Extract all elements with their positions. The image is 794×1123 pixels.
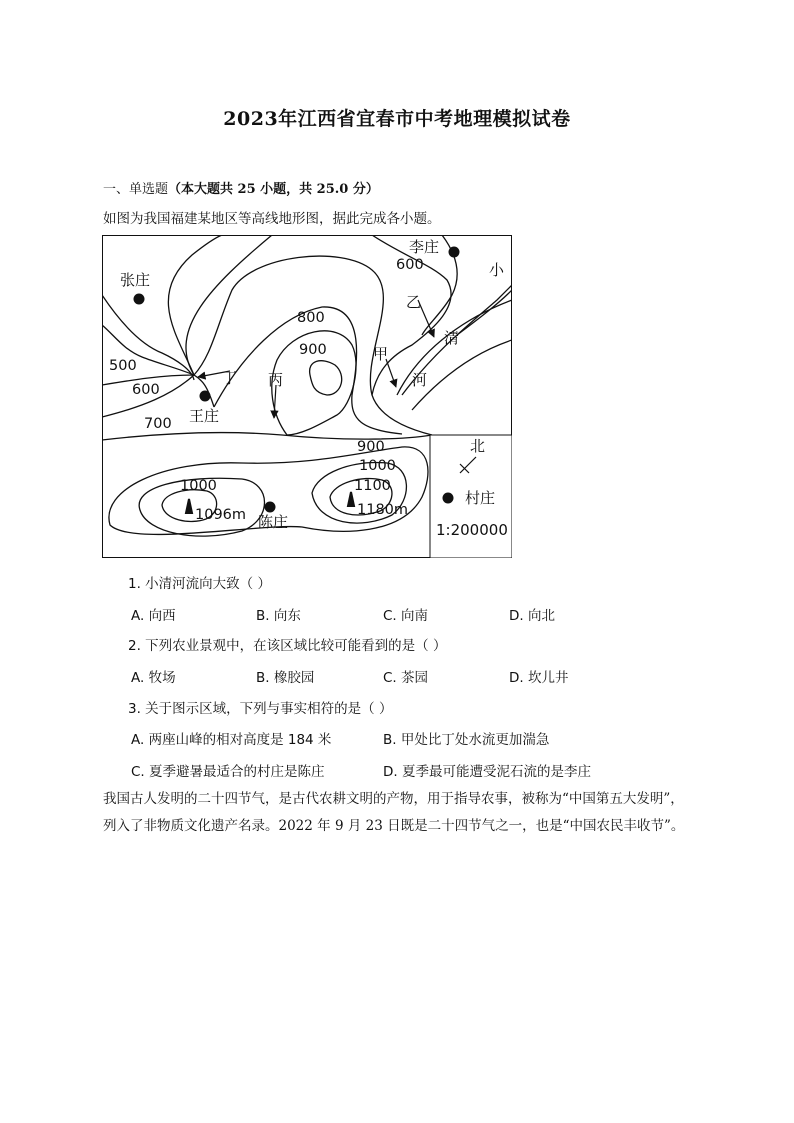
label-jia: 甲 [373,345,389,363]
reading-paragraph [103,786,713,840]
paragraph-line-1: 我国古人发明的二十四节气，是古代农耕文明的产物，用于指导农事，被称为“中国第五大发明”， [103,791,684,807]
question-1-option-c: C. 向南 [383,608,429,624]
question-2-option-a: A. 牧场 [131,670,176,686]
label-chenzhuang: 陈庄 [258,513,289,531]
question-1-stem: 1. 小清河流向大致（ ） [128,576,271,592]
contour-label-600-li: 600 [396,257,424,273]
peak-label-1180: 1180m [357,502,409,518]
place-dot-lizhuang [449,247,460,258]
section-name: 一、单选题 [103,182,169,197]
question-2-option-d: D. 坎儿井 [509,670,569,686]
contour-label-500: 500 [109,358,137,374]
contour-label-900-center: 900 [299,342,327,358]
question-3-option-b: B. 甲处比丁处水流更加湍急 [383,732,550,748]
label-river-2: 清 [444,329,460,347]
contour-map [102,235,512,558]
label-yi: 乙 [406,293,422,311]
label-bing: 丙 [268,371,284,389]
section-heading [103,178,379,197]
label-river-1: 小 [489,261,505,279]
legend-north-label: 北 [470,437,486,455]
peak-label-1096: 1096m [195,507,247,523]
label-village: 村庄 [465,489,496,507]
place-dot-chenzhuang [265,502,276,513]
contour-label-900-east: 900 [357,439,385,455]
place-dot-wangzhuang [200,391,211,402]
question-2-option-c: C. 茶园 [383,670,429,686]
question-intro: 如图为我国福建某地区等高线地形图，据此完成各小题。 [103,211,441,227]
contour-label-1000-west: 1000 [180,478,217,494]
paragraph-line-2: 列入了非物质文化遗产名录。2022 年 9 月 23 日既是二十四节气之一，也是“中国农民丰收节”。 [103,818,685,834]
section-detail: （本大题共 25 小题，共 25.0 分） [168,182,379,197]
page-title: 2023年江西省宜春市中考地理模拟试卷 [223,108,571,130]
place-dot-village [443,493,454,504]
question-1-option-d: D. 向北 [509,608,555,624]
question-3-option-c: C. 夏季避暑最适合的村庄是陈庄 [131,764,325,780]
legend-scale: 1:200000 [436,521,508,539]
place-dot-zhangzhuang [134,294,145,305]
label-lizhuang: 李庄 [409,238,440,256]
question-3-option-d: D. 夏季最可能遭受泥石流的是李庄 [383,764,591,780]
question-3-option-a: A. 两座山峰的相对高度是 184 米 [131,732,332,748]
contour-label-1100: 1100 [354,478,391,494]
contour-label-600-west: 600 [132,382,160,398]
contour-label-1000-east: 1000 [359,458,396,474]
label-wangzhuang: 王庄 [189,407,220,425]
label-zhangzhuang: 张庄 [120,271,151,289]
question-1-option-b: B. 向东 [256,608,301,624]
question-2-stem: 2. 下列农业景观中，在该区域比较可能看到的是（ ） [128,638,447,654]
label-river-3: 河 [412,371,428,389]
question-3-stem: 3. 关于图示区域，下列与事实相符的是（ ） [128,701,393,717]
contour-label-700: 700 [144,416,172,432]
label-ding: 丁 [222,369,238,387]
contour-label-800: 800 [297,310,325,326]
question-2-option-b: B. 橡胶园 [256,670,315,686]
question-1-option-a: A. 向西 [131,608,176,624]
